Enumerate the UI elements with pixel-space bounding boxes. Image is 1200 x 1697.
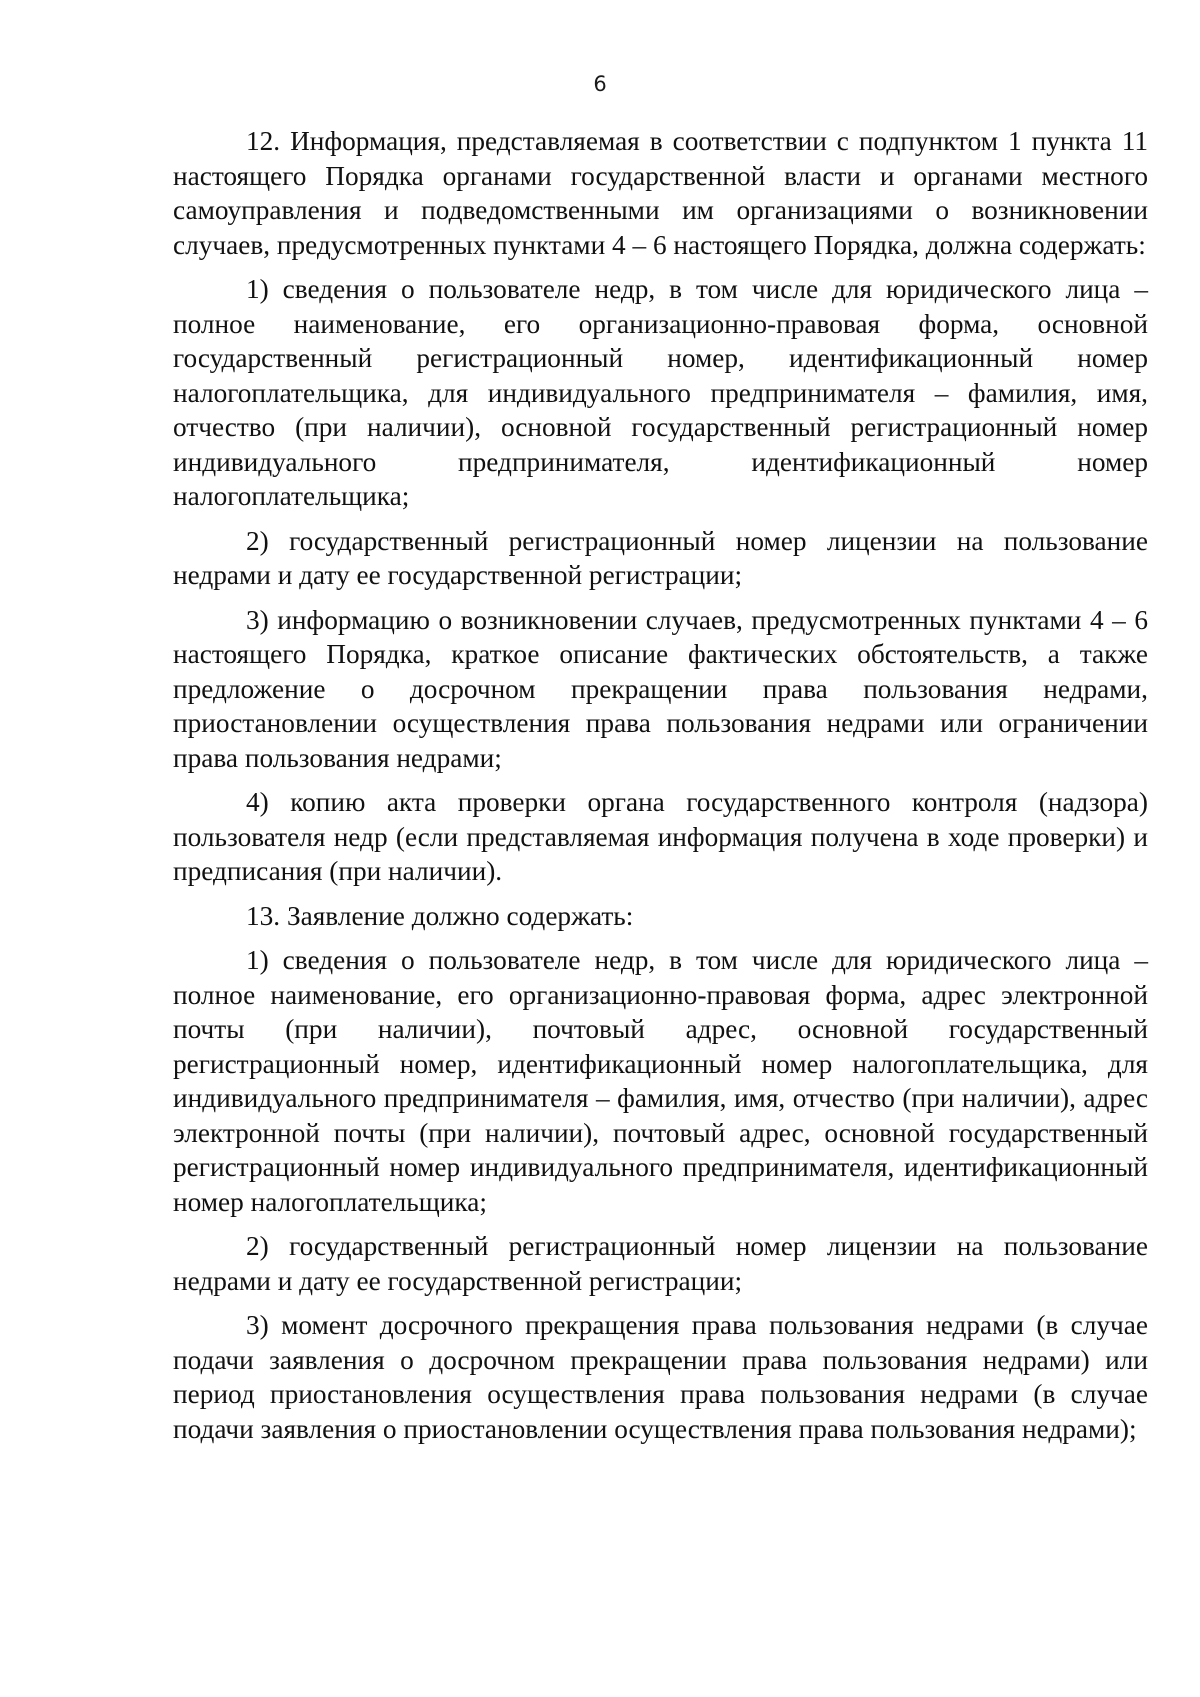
paragraph-13-item-3: 3) момент досрочного прекращения права пользования недрами (в случае подачи заявления о досрочном прекращении права пользования недрами) или период приостановления осуществления права пользования недрами (в случае подачи заявления о приостановлении осуществления права пользования недрами); xyxy=(173,1310,1148,1444)
document-body xyxy=(173,124,1148,1446)
paragraph-13-item-2: 2) государственный регистрационный номер лицензии на пользование недрами и дату ее государственной регистрации; xyxy=(173,1231,1148,1296)
paragraph-12-item-1: 1) сведения о пользователе недр, в том числе для юридического лица – полное наименование, его организационно-правовая форма, основной государственный регистрационный номер, идентификационный номер налогоплательщика, для индивидуального предпринимателя – фамилия, имя, отчество (при наличии), основной государственный регистрационный номер индивидуального предпринимателя, идентификационный номер налогоплательщика; xyxy=(173,274,1148,511)
paragraph-13-item-1: 1) сведения о пользователе недр, в том числе для юридического лица – полное наименование, его организационно-правовая форма, адрес электронной почты (при наличии), почтовый адрес, основной государственный регистрационный номер, идентификационный номер налогоплательщика, для индивидуального предпринимателя – фамилия, имя, отчество (при наличии), адрес электронной почты (при наличии), почтовый адрес, основной государственный регистрационный номер индивидуального предпринимателя, идентификационный номер налогоплательщика; xyxy=(173,945,1148,1217)
paragraph-12-item-4: 4) копию акта проверки органа государственного контроля (надзора) пользователя недр (если представляемая информация получена в ходе проверки) и предписания (при наличии). xyxy=(173,787,1148,886)
paragraph-12-item-2: 2) государственный регистрационный номер лицензии на пользование недрами и дату ее государственной регистрации; xyxy=(173,525,1148,590)
paragraph-12-intro: 12. Информация, представляемая в соответствии с подпунктом 1 пункта 11 настоящего Порядка органами государственной власти и органами местного самоуправления и подведомственными им организациями о возникновении случаев, предусмотренных пунктами 4 – 6 настоящего Порядка, должна содержать: xyxy=(173,126,1148,260)
page-number: 6 xyxy=(593,72,607,96)
paragraph-12-item-3: 3) информацию о возникновении случаев, предусмотренных пунктами 4 – 6 настоящего Порядка, краткое описание фактических обстоятельств, а также предложение о досрочном прекращении права пользования недрами, приостановлении осуществления права пользования недрами или ограничении права пользования недрами; xyxy=(173,604,1148,773)
paragraph-13-intro: 13. Заявление должно содержать: xyxy=(246,900,634,931)
